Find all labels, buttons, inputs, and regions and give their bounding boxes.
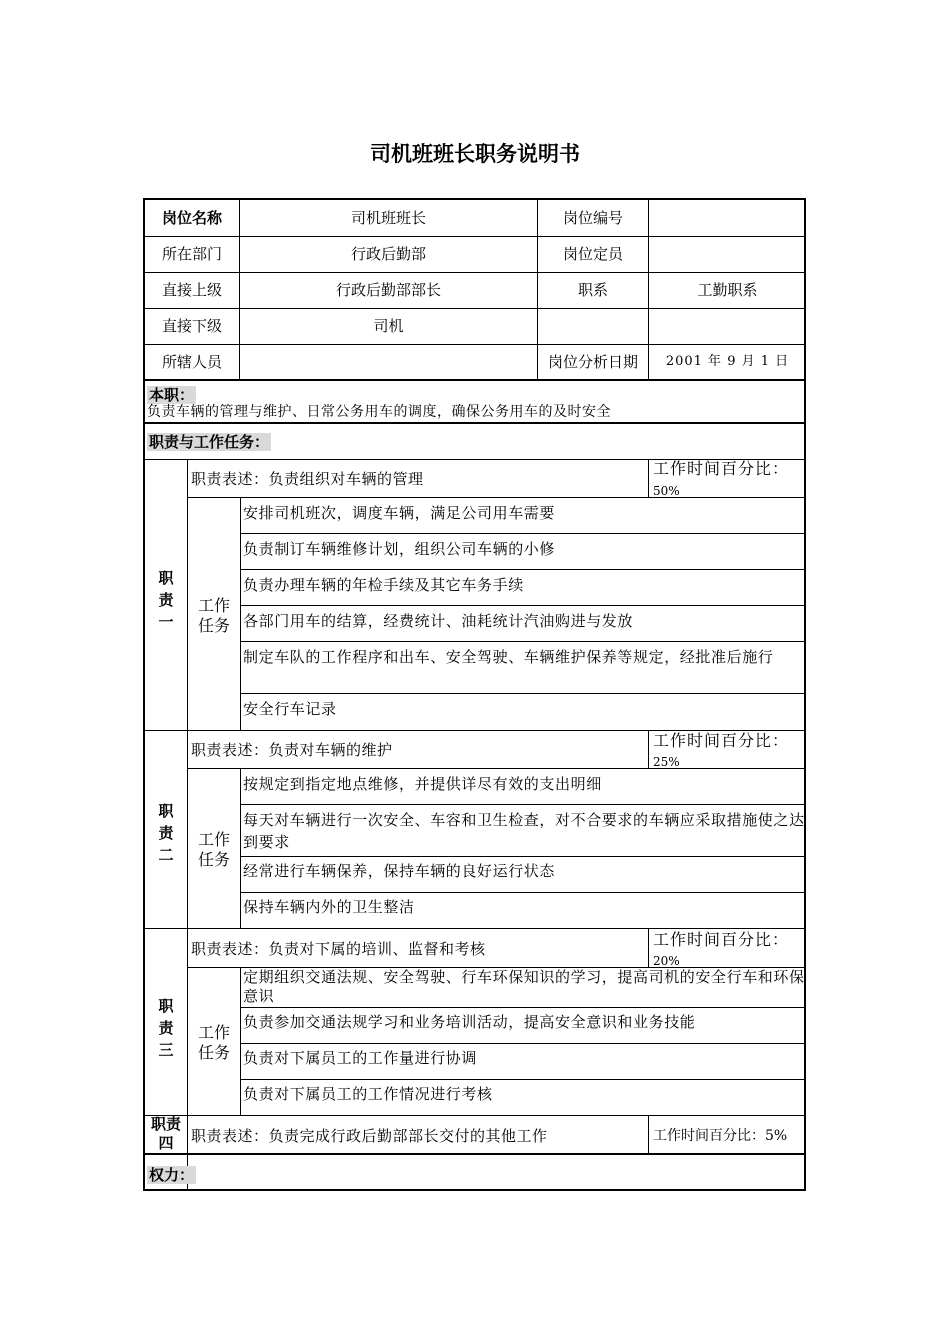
duty-4-statement: 职责表述：负责完成行政后勤部部长交付的其他工作 — [191, 1127, 548, 1145]
value-direct-superior: 行政后勤部部长 — [335, 281, 441, 299]
label-analysis-date: 岗位分析日期 — [547, 353, 638, 371]
value-position-name: 司机班班长 — [350, 209, 426, 227]
duty-3-task-2: 负责参加交通法规学习和业务培训活动，提高安全意识和业务技能 — [243, 1013, 696, 1031]
duty-1-task-label: 工作任务 — [197, 596, 230, 635]
duty-3-task-label: 工作任务 — [197, 1023, 230, 1062]
label-headcount: 岗位定员 — [562, 245, 623, 263]
duty-2-task-1: 按规定到指定地点维修，并提供详尽有效的支出明细 — [243, 775, 602, 793]
duty-2-statement: 职责表述：负责对车辆的维护 — [191, 741, 393, 759]
duty-3-task-1: 定期组织交通法规、安全驾驶、行车环保知识的学习，提高司机的安全行车和环保意识 — [243, 968, 805, 1005]
label-direct-superior: 直接上级 — [161, 281, 222, 299]
duty-3-statement: 职责表述：负责对下属的培训、监督和考核 — [191, 940, 486, 958]
label-position-name: 岗位名称 — [161, 209, 222, 227]
duties-header: 职责与工作任务： — [149, 433, 270, 451]
duty-1-statement: 职责表述：负责组织对车辆的管理 — [191, 470, 424, 488]
duty-1-task-1: 安排司机班次，调度车辆，满足公司用车需要 — [243, 504, 556, 522]
duty-1-task-5: 制定车队的工作程序和出车、安全驾驶、车辆维护保养等规定，经批准后施行 — [243, 648, 774, 666]
duty-3-task-4: 负责对下属员工的工作情况进行考核 — [243, 1085, 493, 1103]
duty-1-task-4: 各部门用车的结算，经费统计、油耗统计汽油购进与发放 — [243, 612, 634, 630]
duty-3-task-3: 负责对下属员工的工作量进行协调 — [243, 1049, 478, 1067]
benzhi-text: 负责车辆的管理与维护、日常公务用车的调度，确保公务用车的及时安全 — [147, 404, 611, 420]
duty-3-pct: 20% — [653, 954, 680, 968]
page-title: 司机班班长职务说明书 — [370, 142, 580, 166]
duty-1-task-3: 负责办理车辆的年检手续及其它车务手续 — [243, 576, 524, 594]
duty-1-name: 职责一 — [158, 569, 174, 631]
value-job-family: 工勤职系 — [697, 281, 758, 299]
power-label: 权力： — [149, 1166, 195, 1184]
duty-3-name: 职责三 — [158, 997, 174, 1059]
duty-1-task-6: 安全行车记录 — [243, 700, 337, 718]
value-analysis-date: 2001 年 9 月 1 日 — [665, 354, 790, 369]
duty-1-pct: 50% — [653, 484, 680, 498]
label-position-code: 岗位编号 — [562, 209, 623, 227]
label-staff-managed: 所辖人员 — [161, 353, 222, 371]
duty-1-pct-label: 工作时间百分比： — [653, 459, 790, 478]
benzhi-label: 本职： — [149, 386, 195, 404]
duty-4-name: 职责四 — [150, 1115, 181, 1152]
value-direct-subordinate: 司机 — [373, 317, 404, 335]
duty-3-pct-label: 工作时间百分比： — [653, 930, 790, 949]
duty-1-task-2: 负责制订车辆维修计划，组织公司车辆的小修 — [243, 540, 556, 558]
label-job-family: 职系 — [577, 281, 608, 299]
duty-4-pct: 工作时间百分比：5% — [653, 1128, 788, 1144]
duty-2-pct-label: 工作时间百分比： — [653, 731, 790, 750]
duty-2-pct: 25% — [653, 755, 680, 769]
job-description-table — [143, 198, 806, 1191]
label-department: 所在部门 — [161, 245, 222, 263]
duty-2-task-2: 每天对车辆进行一次安全、车容和卫生检查，对不合要求的车辆应采取措施使之达到要求 — [243, 811, 805, 851]
duty-2-task-label: 工作任务 — [197, 830, 230, 869]
duty-2-task-3: 经常进行车辆保养，保持车辆的良好运行状态 — [243, 862, 556, 880]
label-direct-subordinate: 直接下级 — [161, 317, 222, 335]
value-department: 行政后勤部 — [350, 245, 426, 263]
duty-2-name: 职责二 — [158, 802, 174, 864]
duty-2-task-4: 保持车辆内外的卫生整洁 — [243, 898, 415, 916]
